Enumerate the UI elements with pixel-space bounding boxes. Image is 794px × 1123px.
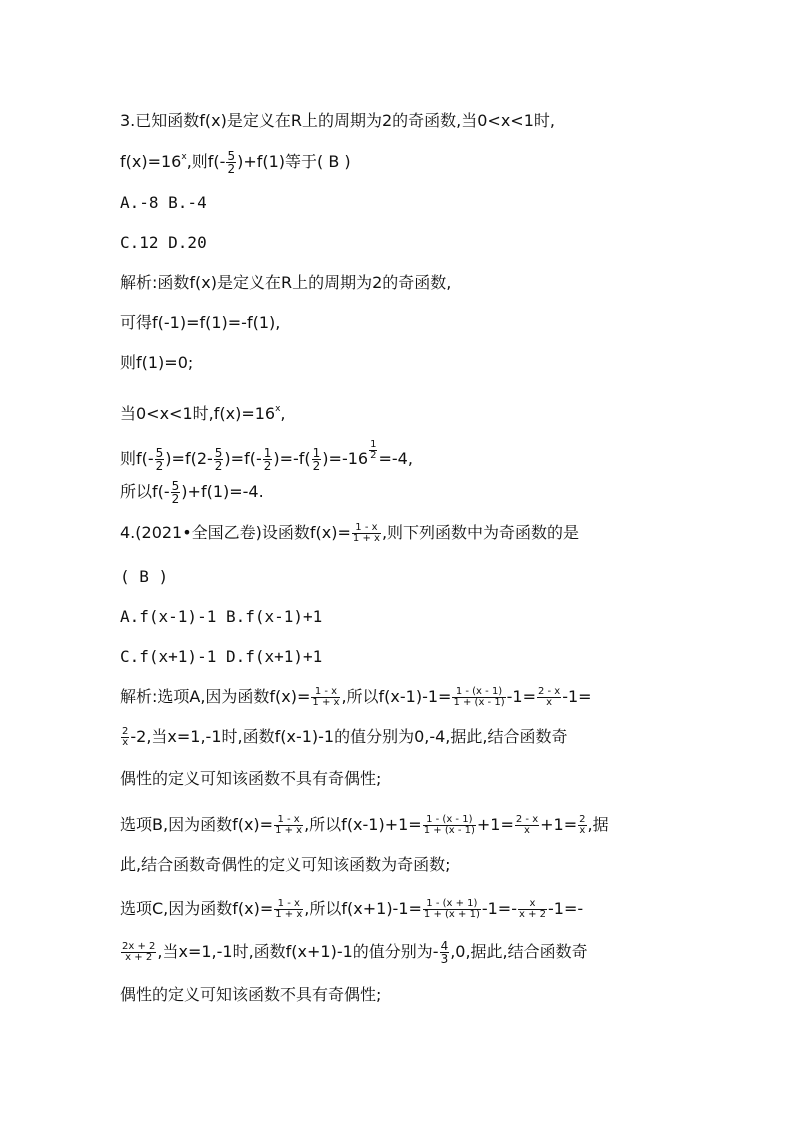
q3-stem-part: ,则f(- [186,152,226,171]
q4-solC-a: 选项C,因为函数f(x)= [120,899,274,918]
q4-stem-b: ,则下列函数中为奇函数的是 [381,523,580,542]
fraction-x-over-x-plus-2: $\frac{x}{x + 2}$ [518,898,547,920]
q4-solC-d: -1=- [548,899,584,918]
q4-solB-line1 [120,814,609,836]
q3-sol5-f: =-4, [378,449,413,468]
fraction-fx: $\frac{1 - x}{1 + x}$ [275,898,303,920]
q4-solA-line1 [120,686,592,708]
exponent-fraction-1-2: $\frac{1}{2}$ [370,439,377,461]
q3-sol5-e: )=-16 [322,449,369,468]
q4-solB-line2: 此,结合函数奇偶性的定义可知该函数为奇函数; [120,855,451,874]
q3-sol5-b: )=f(2- [165,449,213,468]
q4-stem-line2: ( B ) [120,567,169,586]
q4-solC-line1 [120,898,583,920]
q3-stem-text: 3.已知函数f(x)是定义在R上的周期为2的奇函数,当0<x<1时, [120,111,555,130]
fraction-1-2: $\frac{1}{2}$ [263,446,272,473]
fraction-2-minus-x: $\frac{2 - x}{x}$ [515,814,539,836]
q4-solC-line2-text: ,当x=1,-1时,函数f(x+1)-1的值分别为- [157,942,439,961]
q3-solution-line6 [120,480,264,505]
q3-stem-line2 [120,146,351,175]
q4-solB-d: +1= [540,815,578,834]
q4-solC-c: -1=- [481,899,517,918]
fraction-1-2: $\frac{1}{2}$ [312,446,321,473]
q4-stem-a: 4.(2021•全国乙卷)设函数f(x)= [120,523,351,542]
q3-sol6-b: )+f(1)=-4. [181,482,264,501]
fraction-shift: $\frac{1 - (x - 1)}{1 + (x - 1)}$ [423,814,475,836]
q4-solA-line3: 偶性的定义可知该函数不具有奇偶性; [120,769,382,788]
q3-stem-line1 [120,110,555,132]
q4-solC-b: ,所以f(x+1)-1= [304,899,422,918]
q3-sol5-a: 则f(- [120,449,154,468]
q3-sol4-end: , [280,404,286,423]
fraction-fx: $\frac{1 - x}{1 + x}$ [352,522,380,544]
q4-solB-e: ,据 [587,815,609,834]
q3-options-cd: C.12 D.20 [120,233,207,252]
q3-fx-exponent: x [181,152,187,162]
q4-solC-line2 [120,940,588,965]
fraction-shift: $\frac{1 - (x + 1)}{1 + (x + 1)}$ [423,898,480,920]
fraction-2-minus-x: $\frac{2 - x}{x}$ [537,686,561,708]
q3-solution-line2: 可得f(-1)=f(1)=-f(1), [120,313,281,332]
q4-stem-line1 [120,522,579,544]
q3-solution-line4 [120,398,286,425]
q4-solA-line2 [120,726,567,748]
fraction-2x-plus-2: $\frac{2x + 2}{x + 2}$ [122,941,156,963]
q4-solC-line3: 偶性的定义可知该函数不具有奇偶性; [120,985,382,1004]
fraction-shift: $\frac{1 - (x - 1)}{1 + (x - 1)}$ [453,686,505,708]
q3-sol5-c: )=f(- [224,449,262,468]
q4-solB-a: 选项B,因为函数f(x)= [120,815,274,834]
fraction-2-x: $\frac{2}{x}$ [122,726,129,748]
fraction-4-3: $\frac{4}{3}$ [440,939,449,966]
q3-sol6-a: 所以f(- [120,482,170,501]
q3-sol4-text: 当0<x<1时,f(x)=16 [120,404,276,423]
q4-solA-line2-text: -2,当x=1,-1时,函数f(x-1)-1的值分别为0,-4,据此,结合函数奇 [130,727,568,746]
q3-solution-line1: 解析:函数f(x)是定义在R上的周期为2的奇函数, [120,273,452,292]
q3-sol4-exponent: x [275,404,281,414]
q4-solA-b: ,所以f(x-1)-1= [341,687,452,706]
q4-solA-a: 解析:选项A,因为函数f(x)= [120,687,311,706]
fraction-fx: $\frac{1 - x}{1 + x}$ [312,686,340,708]
fraction-5-2: $\frac{5}{2}$ [227,149,236,176]
q3-solution-line5 [120,440,413,472]
q4-options-ab: A.f(x-1)-1 B.f(x-1)+1 [120,607,323,626]
q4-solB-c: +1= [476,815,514,834]
fraction-fx: $\frac{1 - x}{1 + x}$ [275,814,303,836]
q4-solC-line2-end: ,0,据此,结合函数奇 [450,942,588,961]
q3-options-ab: A.-8 B.-4 [120,193,207,212]
q4-solB-b: ,所以f(x-1)+1= [304,815,422,834]
fraction-5-2: $\frac{5}{2}$ [171,479,180,506]
fraction-2-x: $\frac{2}{x}$ [579,814,586,836]
q4-solA-d: -1= [562,687,592,706]
q3-fx-def: f(x)=16 [120,152,182,171]
q3-stem-answer: )+f(1)等于( B ) [237,152,351,171]
q4-options-cd: C.f(x+1)-1 D.f(x+1)+1 [120,647,323,666]
fraction-5-2: $\frac{5}{2}$ [155,446,164,473]
q3-sol5-d: )=-f( [273,449,311,468]
fraction-5-2: $\frac{5}{2}$ [214,446,223,473]
q3-solution-line3: 则f(1)=0; [120,353,194,372]
q4-solA-c: -1= [506,687,536,706]
